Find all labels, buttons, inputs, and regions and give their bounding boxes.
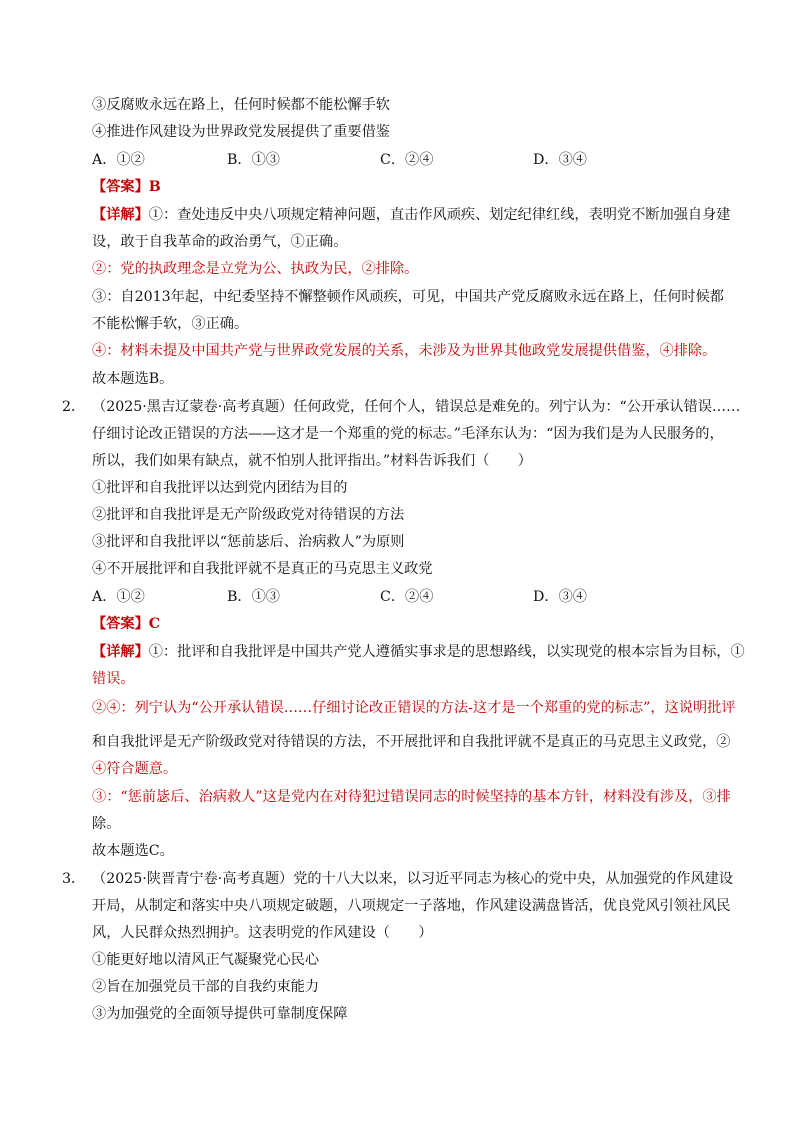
q2-item-2: ②批评和自我批评是无产阶级政党对待错误的方法	[92, 507, 405, 523]
q3-stem-line-2: 开局，从制定和落实中央八项规定破题，八项规定一子落地，作风建设满盘皆活，优良党风引领社风民	[92, 898, 731, 914]
q3-stem-line-3: 风，人民群众热烈拥护。这表明党的作风建设（ ）	[92, 925, 433, 941]
detail-tag: 【详解】	[92, 207, 149, 223]
q1-detail-line-3: ②：党的执政理念是立党为公、执政为民，②排除。	[92, 261, 419, 277]
answer-value: C	[148, 616, 161, 632]
q1-conclusion: 故本题选B。	[92, 371, 174, 387]
answer-value: B	[148, 179, 161, 195]
q1-item-4: ④推进作风建设为世界政党发展提供了重要借鉴	[92, 124, 390, 140]
q2-detail-line-6: ③：“惩前毖后、治病救人”这是党内在对待犯过错误同志的时候坚持的基本方针，材料没有涉及，③排	[92, 789, 731, 805]
q1-detail-line-5: 不能松懈手软，③正确。	[92, 316, 249, 332]
q2-detail-line-2: 错误。	[92, 671, 135, 687]
q3-item-1: ①能更好地以清风正气凝聚党心民心	[92, 952, 320, 968]
q2-conclusion: 故本题选C。	[92, 843, 174, 859]
q1-option-b: B．①③	[227, 152, 280, 168]
q1-option-c: C．②④	[380, 152, 434, 168]
q2-item-1: ①批评和自我批评以达到党内团结为目的	[92, 480, 348, 496]
q2-number: 2．	[62, 399, 86, 415]
q2-stem-line-1: （2025·黑吉辽蒙卷·高考真题）任何政党，任何个人，错误总是难免的。列宁认为：“公开承认错误……	[92, 399, 741, 415]
q2-stem-line-3: 所以，我们如果有缺点，就不怕别人批评指出。”材料告诉我们（ ）	[92, 453, 532, 469]
q2-item-4: ④不开展批评和自我批评就不是真正的马克思主义政党	[92, 561, 433, 577]
q3-number: 3．	[62, 871, 86, 887]
q2-stem-line-2: 仔细讨论改正错误的方法——这才是一个郑重的党的标志。”毛泽东认为：“因为我们是为人民服务的，	[92, 426, 724, 442]
q2-option-d: D．③④	[533, 589, 587, 605]
q1-option-a: A．①②	[92, 152, 145, 168]
q2-detail-line-3: ②④：列宁认为“公开承认错误……仔细讨论改正错误的方法-这才是一个郑重的党的标志”，这说明批评	[92, 700, 736, 716]
q2-item-3: ③批评和自我批评以“惩前毖后、治病救人”为原则	[92, 534, 405, 550]
q3-item-3: ③为加强党的全面领导提供可靠制度保障	[92, 1006, 348, 1022]
q2-detail-line-1	[92, 642, 745, 662]
q2-detail-line-4: 和自我批评是无产阶级政党对待错误的方法，不开展批评和自我批评就不是真正的马克思主义政党，②	[92, 734, 731, 750]
detail-text: ①：查处违反中央八项规定精神问题，直击作风顽疾、划定纪律红线，表明党不断加强自身建	[148, 207, 731, 223]
q2-option-c: C．②④	[380, 589, 434, 605]
q2-detail-line-7: 除。	[92, 816, 121, 832]
q1-detail-line-1	[92, 205, 730, 225]
q1-detail-line-2: 设，敢于自我革命的政治勇气，①正确。	[92, 234, 348, 250]
q2-answer	[92, 614, 160, 634]
detail-text: ①：批评和自我批评是中国共产党人遵循实事求是的思想路线，以实现党的根本宗旨为目标，①	[148, 644, 745, 660]
q3-item-2: ②旨在加强党员干部的自我约束能力	[92, 979, 320, 995]
answer-tag: 【答案】	[92, 616, 149, 632]
q1-detail-line-6: ④：材料未提及中国共产党与世界政党发展的关系，未涉及为世界其他政党发展提供借鉴，④排除。	[92, 343, 717, 359]
q1-answer	[92, 177, 161, 197]
q3-stem-line-1: （2025·陕晋青宁卷·高考真题）党的十八大以来，以习近平同志为核心的党中央，从加强党的作风建设	[92, 871, 734, 887]
q1-detail-line-4: ③：自2013年起，中纪委坚持不懈整顿作风顽疾，可见，中国共产党反腐败永远在路上，任何时候都	[92, 289, 724, 305]
q1-option-d: D．③④	[533, 152, 587, 168]
q2-option-a: A．①②	[92, 589, 145, 605]
detail-tag: 【详解】	[92, 644, 149, 660]
q2-option-b: B．①③	[227, 589, 280, 605]
answer-tag: 【答案】	[92, 179, 149, 195]
q2-detail-line-5: ④符合题意。	[92, 761, 178, 777]
q1-item-3: ③反腐败永远在路上，任何时候都不能松懈手软	[92, 97, 390, 113]
